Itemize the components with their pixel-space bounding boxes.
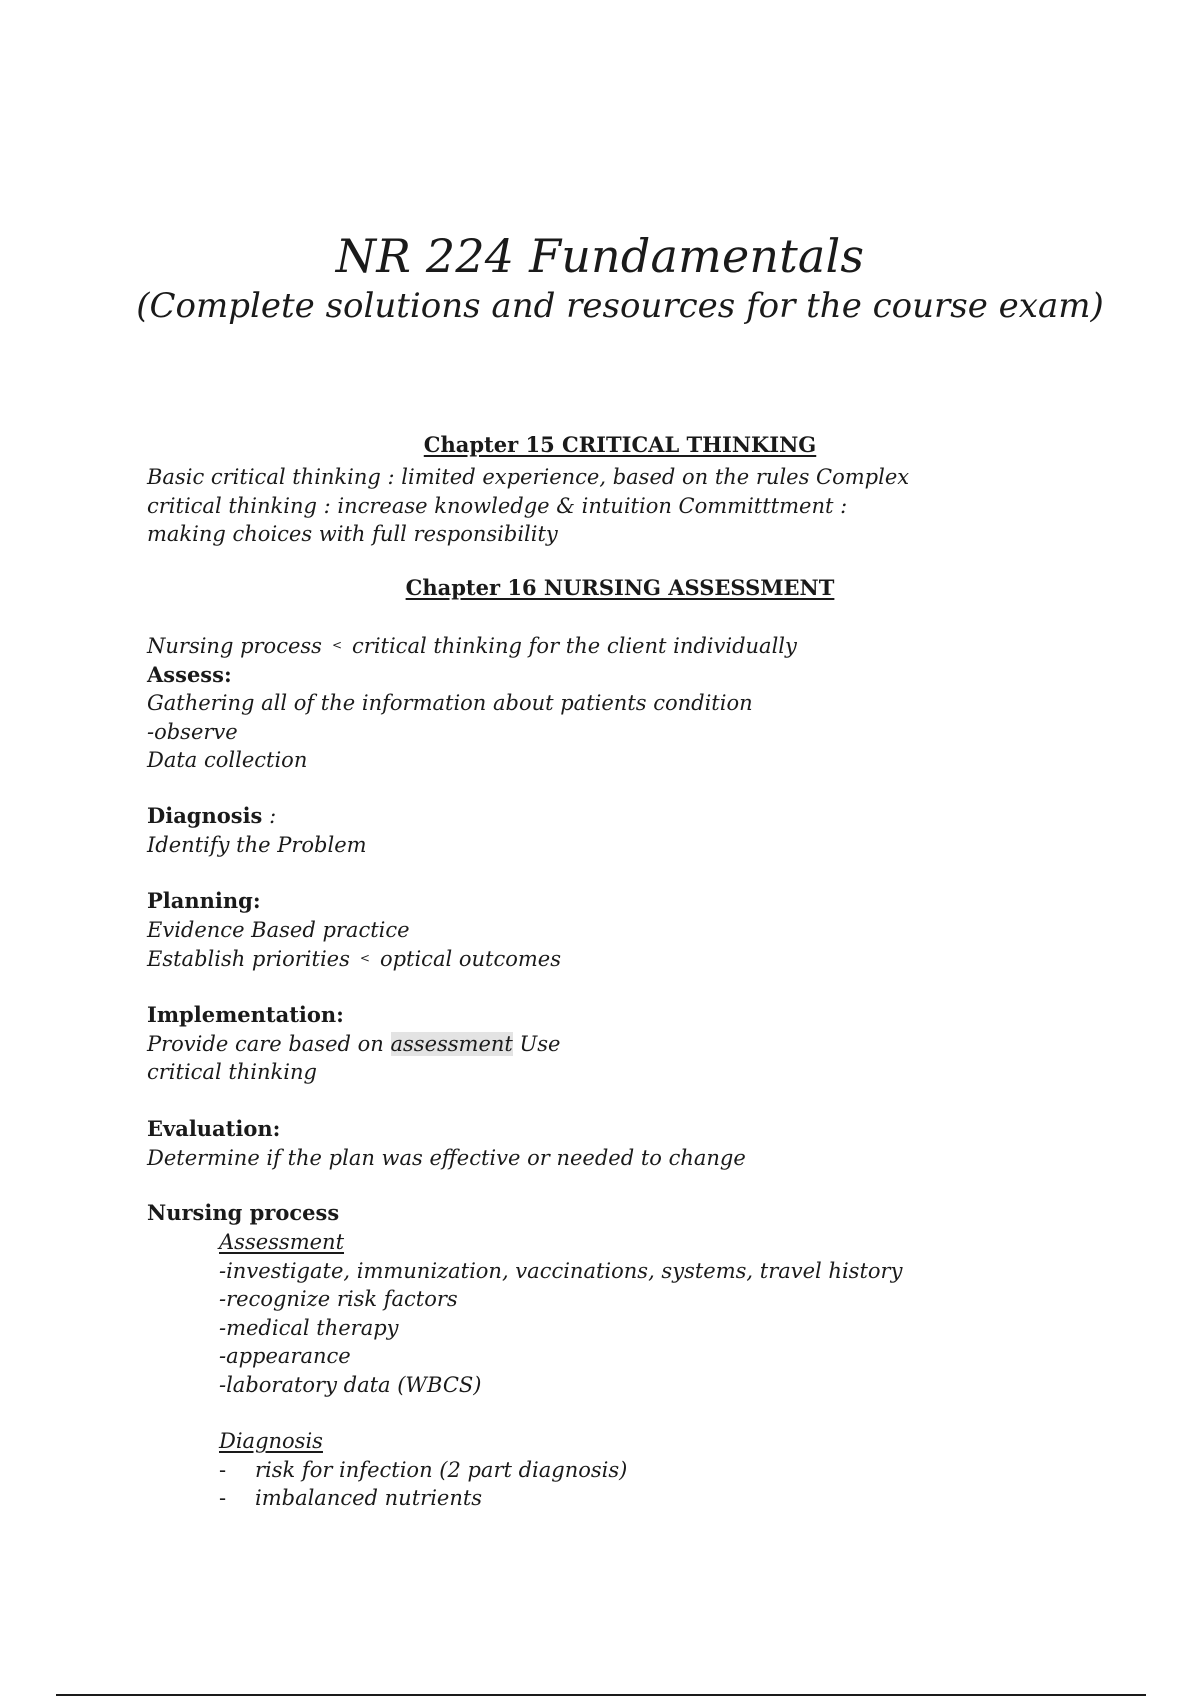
chapter-15-body bbox=[147, 463, 1067, 549]
assessment-sub-heading: Assessment bbox=[219, 1230, 345, 1254]
diagnosis-label: Diagnosis bbox=[147, 803, 263, 828]
intro-left-text: Nursing process bbox=[147, 634, 322, 658]
planning-line-right: optical outcomes bbox=[379, 947, 561, 971]
bullet-dash: - bbox=[219, 1486, 227, 1510]
diagnosis-item: imbalanced nutrients bbox=[255, 1486, 483, 1510]
evaluation-section bbox=[147, 1115, 1067, 1172]
footer-divider bbox=[56, 1694, 1146, 1696]
diagnosis-item: risk for infection (2 part diagnosis) bbox=[255, 1457, 628, 1482]
bullet-dash: - bbox=[219, 1457, 227, 1482]
implementation-label: Implementation: bbox=[147, 1002, 344, 1027]
arrow-icon: < bbox=[359, 951, 370, 965]
planning-line: Evidence Based practice bbox=[147, 917, 410, 942]
assessment-item: -recognize risk factors bbox=[219, 1287, 458, 1311]
diagnosis-subsection bbox=[219, 1427, 1099, 1513]
chapter-16-heading: Chapter 16 NURSING ASSESSMENT bbox=[405, 575, 835, 600]
diagnosis-colon: : bbox=[262, 804, 277, 828]
planning-section bbox=[147, 887, 1067, 974]
arrow-icon: < bbox=[331, 638, 343, 652]
diagnosis-sub-heading: Diagnosis bbox=[219, 1429, 323, 1453]
implementation-text: Provide care based on bbox=[147, 1031, 391, 1056]
diagnosis-line: Identify the Problem bbox=[147, 832, 367, 857]
assess-label: Assess: bbox=[147, 661, 232, 687]
list-item bbox=[219, 1484, 1099, 1513]
list-item bbox=[219, 1456, 1099, 1485]
nursing-process-section bbox=[147, 1199, 1067, 1228]
ch15-line: critical thinking : increase knowledge & intuition Committtment : bbox=[147, 493, 848, 518]
ch15-line: making choices with full responsibility bbox=[147, 522, 558, 546]
assessment-item: -appearance bbox=[219, 1344, 351, 1368]
diagnosis-section bbox=[147, 802, 1067, 859]
assess-line: -observe bbox=[147, 719, 238, 744]
assess-line: Data collection bbox=[147, 748, 308, 772]
implementation-section bbox=[147, 1001, 1067, 1087]
highlighted-word: assessment bbox=[390, 1031, 513, 1056]
document-title: NR 224 Fundamentals bbox=[335, 229, 865, 283]
assessment-item: -laboratory data (WBCS) bbox=[219, 1372, 482, 1397]
implementation-line: critical thinking bbox=[147, 1060, 317, 1084]
evaluation-label: Evaluation: bbox=[147, 1116, 281, 1141]
document-subtitle: (Complete solutions and resources for the course exam) bbox=[136, 286, 1104, 326]
planning-label: Planning: bbox=[147, 888, 261, 913]
evaluation-line: Determine if the plan was effective or needed to change bbox=[147, 1145, 746, 1170]
ch15-line: Basic critical thinking : limited experience, based on the rules Complex bbox=[147, 465, 910, 489]
chapter-15-heading: Chapter 15 CRITICAL THINKING bbox=[423, 432, 817, 457]
nursing-process-label: Nursing process bbox=[147, 1200, 340, 1225]
planning-line-left: Establish priorities bbox=[147, 947, 350, 971]
implementation-text-end: Use bbox=[512, 1031, 561, 1056]
nursing-process-intro bbox=[147, 631, 1067, 775]
assessment-subsection bbox=[219, 1228, 1099, 1399]
assessment-item: -investigate, immunization, vaccinations, systems, travel history bbox=[219, 1258, 903, 1283]
assess-line: Gathering all of the information about patients condition bbox=[147, 691, 753, 715]
intro-right-text: critical thinking for the client individually bbox=[352, 634, 797, 658]
assessment-item: -medical therapy bbox=[219, 1315, 399, 1340]
